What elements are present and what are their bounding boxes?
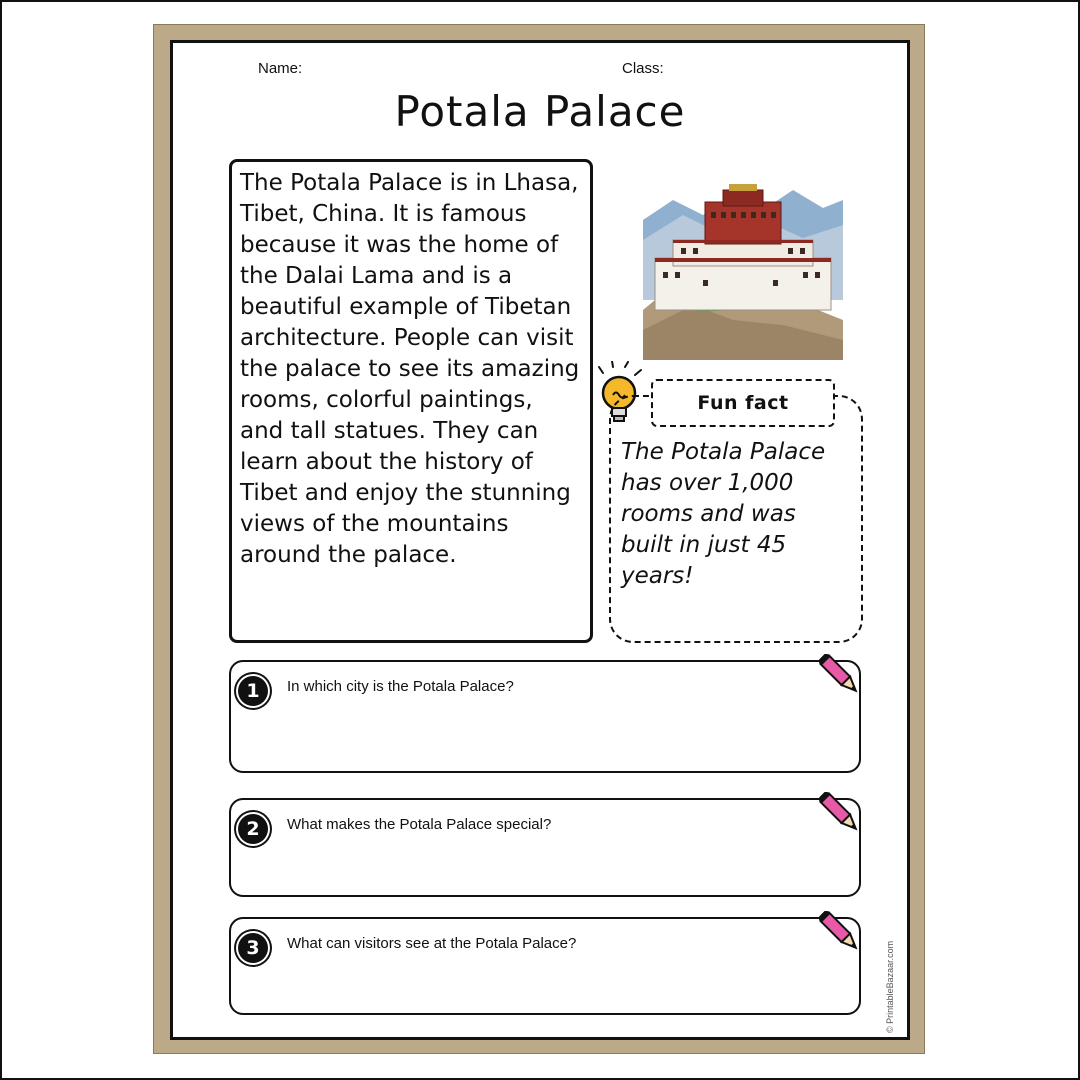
question-3-answer-box[interactable] <box>229 917 861 1015</box>
fun-fact-text: The Potala Palace has over 1,000 rooms and was built in just 45 years! <box>621 439 826 589</box>
pencil-icon <box>819 792 867 840</box>
question-1-text: In which city is the Potala Palace? <box>287 678 514 695</box>
worksheet-background <box>153 24 925 1054</box>
question-2-answer-box[interactable] <box>229 798 861 897</box>
worksheet-page <box>170 40 910 1040</box>
fun-fact-heading: Fun fact <box>651 379 835 427</box>
question-1-answer-box[interactable] <box>229 660 861 773</box>
class-label: Class: <box>622 60 664 77</box>
question-3-text: What can visitors see at the Potala Palace? <box>287 935 577 952</box>
question-number-badge: 2 <box>238 814 268 844</box>
potala-palace-illustration <box>643 180 843 360</box>
page-title: Potala Palace <box>394 87 686 136</box>
pencil-icon <box>819 654 867 702</box>
question-number-badge: 3 <box>238 933 268 963</box>
story-text: The Potala Palace is in Lhasa, Tibet, China. It is famous because it was the home of the Dalai Lama and is a beautiful example of Tibetan architecture. People can visit the palace to see its amazing rooms, colorful paintings, and tall statues. They can learn about the history of Tibet and enjoy the stunning views of the mountains around the palace. <box>229 159 593 643</box>
question-number-badge: 1 <box>238 676 268 706</box>
name-label: Name: <box>258 60 303 77</box>
pencil-icon <box>819 911 867 959</box>
credit-text: © PrintableBazaar.com <box>885 940 895 1033</box>
question-2-text: What makes the Potala Palace special? <box>287 816 552 833</box>
